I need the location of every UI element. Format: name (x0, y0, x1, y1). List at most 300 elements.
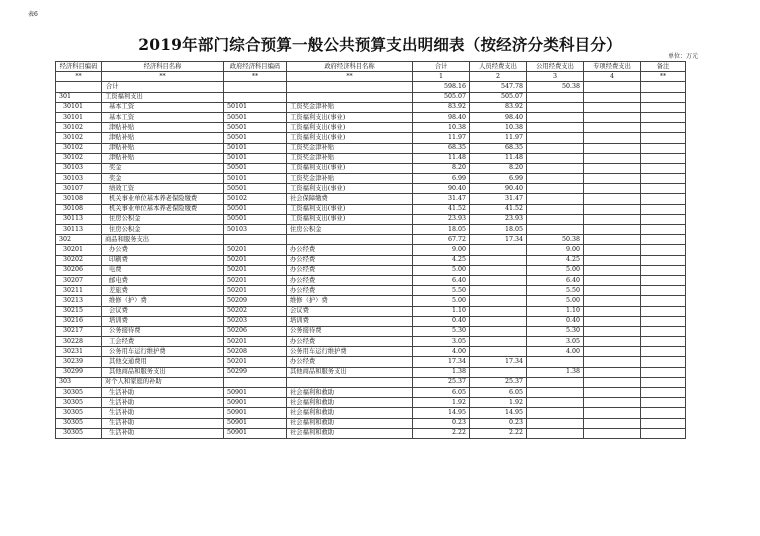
special-cell (584, 153, 641, 163)
table-row (56, 214, 686, 224)
name-cell: 津贴补贴 (102, 153, 224, 163)
total-remark (641, 82, 686, 92)
column-header: 政府经济科目名称 (287, 62, 413, 72)
table-row (56, 163, 686, 173)
column-header: 经济科目名称 (102, 62, 224, 72)
total-cell: 17.34 (413, 357, 470, 367)
total-cell: 11.48 (413, 153, 470, 163)
remark-cell (641, 306, 686, 316)
code-cell: 30305 (56, 428, 102, 438)
gov-code-cell: 50101 (224, 174, 287, 184)
gov-name-cell: 工资福利支出(事业) (287, 163, 413, 173)
special-cell (584, 255, 641, 265)
code-cell: 30239 (56, 357, 102, 367)
table-row (56, 388, 686, 398)
special-cell (584, 265, 641, 275)
gov-name-cell: 工资福利支出(事业) (287, 123, 413, 133)
column-header: 备注 (641, 62, 686, 72)
public-cell (527, 153, 584, 163)
special-cell (584, 418, 641, 428)
special-cell (584, 92, 641, 102)
code-cell: 30102 (56, 133, 102, 143)
code-cell: 30103 (56, 174, 102, 184)
code-cell: 30216 (56, 316, 102, 326)
name-cell: 培训费 (102, 316, 224, 326)
special-cell (584, 174, 641, 184)
personnel-cell: 90.40 (470, 184, 527, 194)
code-cell: 30202 (56, 255, 102, 265)
total-cell: 31.47 (413, 194, 470, 204)
gov-code-cell: 50501 (224, 214, 287, 224)
gov-code-cell: 50101 (224, 153, 287, 163)
index-cell: ** (56, 72, 102, 82)
public-cell (527, 194, 584, 204)
remark-cell (641, 388, 686, 398)
gov-code-cell: 50501 (224, 133, 287, 143)
total-public: 50.38 (527, 82, 584, 92)
gov-code-cell: 50201 (224, 357, 287, 367)
remark-cell (641, 286, 686, 296)
table-row (56, 306, 686, 316)
name-cell: 住房公积金 (102, 214, 224, 224)
code-cell: 30206 (56, 265, 102, 275)
gov-name-cell (287, 377, 413, 387)
total-cell: 6.05 (413, 388, 470, 398)
table-row (56, 225, 686, 235)
personnel-cell (470, 296, 527, 306)
gov-code-cell: 50208 (224, 347, 287, 357)
personnel-cell: 23.93 (470, 214, 527, 224)
total-personnel: 547.78 (470, 82, 527, 92)
public-cell (527, 408, 584, 418)
gov-code-cell: 50101 (224, 102, 287, 112)
total-cell: 5.50 (413, 286, 470, 296)
remark-cell (641, 326, 686, 336)
table-row (56, 174, 686, 184)
remark-cell (641, 214, 686, 224)
total-cell: 2.22 (413, 428, 470, 438)
code-cell: 302 (56, 235, 102, 245)
public-cell (527, 418, 584, 428)
special-cell (584, 235, 641, 245)
code-cell: 30107 (56, 184, 102, 194)
personnel-cell: 17.34 (470, 357, 527, 367)
total-cell: 11.97 (413, 133, 470, 143)
code-cell: 30101 (56, 102, 102, 112)
index-cell: ** (287, 72, 413, 82)
total-cell: 1.10 (413, 306, 470, 316)
gov-code-cell (224, 377, 287, 387)
table-row (56, 377, 686, 387)
remark-cell (641, 316, 686, 326)
name-cell: 对个人和家庭的补助 (102, 377, 224, 387)
name-cell: 基本工资 (102, 102, 224, 112)
table-row (56, 296, 686, 306)
remark-cell (641, 428, 686, 438)
personnel-cell: 6.99 (470, 174, 527, 184)
column-header: 合计 (413, 62, 470, 72)
personnel-cell (470, 286, 527, 296)
table-row (56, 255, 686, 265)
table-row (56, 245, 686, 255)
table-row (56, 428, 686, 438)
name-cell: 津贴补贴 (102, 143, 224, 153)
personnel-cell: 83.92 (470, 102, 527, 112)
code-cell: 30113 (56, 214, 102, 224)
code-cell: 30113 (56, 225, 102, 235)
gov-code-cell (224, 92, 287, 102)
gov-name-cell: 社会福利和救助 (287, 408, 413, 418)
gov-code-cell: 50209 (224, 296, 287, 306)
public-cell (527, 204, 584, 214)
gov-name-cell: 工资奖金津补贴 (287, 153, 413, 163)
table-row (56, 235, 686, 245)
index-cell: ** (224, 72, 287, 82)
total-cell: 6.40 (413, 275, 470, 285)
unit-label: 单位：万元 (667, 53, 698, 60)
gov-name-cell: 社会保障缴费 (287, 194, 413, 204)
special-cell (584, 306, 641, 316)
gov-code-cell: 50203 (224, 316, 287, 326)
public-cell (527, 184, 584, 194)
public-cell (527, 398, 584, 408)
code-cell: 30103 (56, 163, 102, 173)
column-header: 政府经济科目编码 (224, 62, 287, 72)
code-cell: 30101 (56, 112, 102, 122)
total-cell: 68.35 (413, 143, 470, 153)
gov-code-cell: 50901 (224, 388, 287, 398)
code-cell: 30108 (56, 194, 102, 204)
public-cell: 4.00 (527, 347, 584, 357)
gov-name-cell: 工资福利支出(事业) (287, 214, 413, 224)
special-cell (584, 112, 641, 122)
personnel-cell (470, 306, 527, 316)
name-cell: 电费 (102, 265, 224, 275)
name-cell: 奖金 (102, 174, 224, 184)
name-cell: 绩效工资 (102, 184, 224, 194)
public-cell (527, 92, 584, 102)
gov-name-cell: 办公经费 (287, 357, 413, 367)
code-cell: 30102 (56, 153, 102, 163)
special-cell (584, 194, 641, 204)
public-cell (527, 377, 584, 387)
gov-code-cell: 50103 (224, 225, 287, 235)
special-cell (584, 245, 641, 255)
table-row (56, 143, 686, 153)
special-cell (584, 377, 641, 387)
gov-code-cell: 50501 (224, 163, 287, 173)
gov-name-cell: 工资奖金津补贴 (287, 174, 413, 184)
total-cell: 83.92 (413, 102, 470, 112)
gov-code-cell (224, 235, 287, 245)
table-row (56, 204, 686, 214)
total-code-cell (56, 82, 102, 92)
name-cell: 差旅费 (102, 286, 224, 296)
gov-name-cell (287, 235, 413, 245)
remark-cell (641, 418, 686, 428)
special-cell (584, 143, 641, 153)
column-header: 人员经费支出 (470, 62, 527, 72)
personnel-cell: 11.97 (470, 133, 527, 143)
personnel-cell: 68.35 (470, 143, 527, 153)
table-row (56, 133, 686, 143)
gov-name-cell: 工资福利支出(事业) (287, 112, 413, 122)
gov-name-cell: 公务用车运行维护费 (287, 347, 413, 357)
name-cell: 生活补助 (102, 398, 224, 408)
special-cell (584, 184, 641, 194)
personnel-cell (470, 337, 527, 347)
column-header: 专项经费支出 (584, 62, 641, 72)
special-cell (584, 225, 641, 235)
remark-cell (641, 133, 686, 143)
remark-cell (641, 398, 686, 408)
total-gcode-cell (224, 82, 287, 92)
public-cell: 0.40 (527, 316, 584, 326)
personnel-cell (470, 367, 527, 377)
total-cell: 0.40 (413, 316, 470, 326)
total-cell: 25.37 (413, 377, 470, 387)
name-cell: 工资福利支出 (102, 92, 224, 102)
special-cell (584, 123, 641, 133)
code-cell: 30102 (56, 143, 102, 153)
remark-cell (641, 204, 686, 214)
name-cell: 办公费 (102, 245, 224, 255)
total-cell: 5.00 (413, 296, 470, 306)
gov-name-cell: 社会福利和救助 (287, 398, 413, 408)
public-cell: 5.50 (527, 286, 584, 296)
remark-cell (641, 265, 686, 275)
column-header: 经济科目编码 (56, 62, 102, 72)
public-cell (527, 214, 584, 224)
special-cell (584, 326, 641, 336)
public-cell (527, 388, 584, 398)
public-cell: 1.38 (527, 367, 584, 377)
special-cell (584, 214, 641, 224)
code-cell: 30231 (56, 347, 102, 357)
total-cell: 90.40 (413, 184, 470, 194)
page-title: 2019年部门综合预算一般公共预算支出明细表（按经济分类科目分） (138, 35, 622, 54)
total-cell: 4.00 (413, 347, 470, 357)
remark-cell (641, 296, 686, 306)
public-cell: 5.30 (527, 326, 584, 336)
total-cell: 18.05 (413, 225, 470, 235)
personnel-cell (470, 347, 527, 357)
code-cell: 30207 (56, 275, 102, 285)
gov-code-cell: 50201 (224, 245, 287, 255)
code-cell: 30305 (56, 408, 102, 418)
gov-name-cell: 维修（护）费 (287, 296, 413, 306)
public-cell: 6.40 (527, 275, 584, 285)
special-cell (584, 398, 641, 408)
table-row (56, 398, 686, 408)
table-row (56, 347, 686, 357)
gov-code-cell: 50299 (224, 367, 287, 377)
personnel-cell: 31.47 (470, 194, 527, 204)
total-special (584, 82, 641, 92)
personnel-cell (470, 275, 527, 285)
public-cell (527, 225, 584, 235)
name-cell: 奖金 (102, 163, 224, 173)
code-cell: 30201 (56, 245, 102, 255)
total-cell: 67.72 (413, 235, 470, 245)
name-cell: 邮电费 (102, 275, 224, 285)
gov-code-cell: 50901 (224, 418, 287, 428)
table-row (56, 367, 686, 377)
gov-code-cell: 50901 (224, 408, 287, 418)
table-row (56, 286, 686, 296)
special-cell (584, 367, 641, 377)
gov-name-cell: 公务接待费 (287, 326, 413, 336)
gov-code-cell: 50501 (224, 204, 287, 214)
name-cell: 维修（护）费 (102, 296, 224, 306)
public-cell (527, 357, 584, 367)
total-cell: 3.05 (413, 337, 470, 347)
total-cell: 6.99 (413, 174, 470, 184)
remark-cell (641, 275, 686, 285)
name-cell: 公务用车运行维护费 (102, 347, 224, 357)
gov-name-cell: 培训费 (287, 316, 413, 326)
gov-code-cell: 50101 (224, 143, 287, 153)
code-cell: 30228 (56, 337, 102, 347)
total-cell: 5.00 (413, 265, 470, 275)
index-cell: ** (102, 72, 224, 82)
name-cell: 公务接待费 (102, 326, 224, 336)
personnel-cell (470, 255, 527, 265)
name-cell: 会议费 (102, 306, 224, 316)
code-cell: 30299 (56, 367, 102, 377)
special-cell (584, 357, 641, 367)
table-row (56, 316, 686, 326)
code-cell: 30305 (56, 388, 102, 398)
personnel-cell: 98.40 (470, 112, 527, 122)
special-cell (584, 275, 641, 285)
table-row (56, 153, 686, 163)
gov-code-cell: 50202 (224, 306, 287, 316)
name-cell: 生活补助 (102, 388, 224, 398)
special-cell (584, 428, 641, 438)
gov-name-cell: 社会福利和救助 (287, 388, 413, 398)
table-row (56, 123, 686, 133)
table-row (56, 418, 686, 428)
remark-cell (641, 255, 686, 265)
gov-name-cell: 办公经费 (287, 265, 413, 275)
table-row (56, 408, 686, 418)
special-cell (584, 286, 641, 296)
public-cell (527, 112, 584, 122)
remark-cell (641, 347, 686, 357)
name-cell: 机关事业单位基本养老保险缴费 (102, 194, 224, 204)
remark-cell (641, 153, 686, 163)
personnel-cell: 14.95 (470, 408, 527, 418)
gov-code-cell: 50201 (224, 275, 287, 285)
remark-cell (641, 235, 686, 245)
name-cell: 工会经费 (102, 337, 224, 347)
total-cell: 9.00 (413, 245, 470, 255)
remark-cell (641, 225, 686, 235)
gov-code-cell: 50201 (224, 255, 287, 265)
remark-cell (641, 408, 686, 418)
code-cell: 301 (56, 92, 102, 102)
remark-cell (641, 184, 686, 194)
personnel-cell: 11.48 (470, 153, 527, 163)
name-cell: 基本工资 (102, 112, 224, 122)
table-row (56, 194, 686, 204)
gov-name-cell: 社会福利和救助 (287, 418, 413, 428)
gov-code-cell: 50102 (224, 194, 287, 204)
special-cell (584, 388, 641, 398)
public-cell (527, 123, 584, 133)
gov-name-cell: 工资福利支出(事业) (287, 133, 413, 143)
remark-cell (641, 245, 686, 255)
public-cell (527, 143, 584, 153)
gov-name-cell: 办公经费 (287, 337, 413, 347)
total-cell: 1.92 (413, 398, 470, 408)
index-cell: ** (641, 72, 686, 82)
remark-cell (641, 123, 686, 133)
special-cell (584, 163, 641, 173)
table-row (56, 102, 686, 112)
special-cell (584, 102, 641, 112)
name-cell: 其他交通费用 (102, 357, 224, 367)
code-cell: 30305 (56, 398, 102, 408)
total-cell: 41.52 (413, 204, 470, 214)
special-cell (584, 408, 641, 418)
personnel-cell: 25.37 (470, 377, 527, 387)
gov-code-cell: 50901 (224, 398, 287, 408)
total-sum: 598.16 (413, 82, 470, 92)
code-cell: 30213 (56, 296, 102, 306)
table-row (56, 265, 686, 275)
gov-code-cell: 50501 (224, 112, 287, 122)
table-row (56, 275, 686, 285)
gov-name-cell: 工资福利支出(事业) (287, 184, 413, 194)
name-cell: 住房公积金 (102, 225, 224, 235)
total-gname-cell (287, 82, 413, 92)
total-cell: 4.25 (413, 255, 470, 265)
table-row (56, 112, 686, 122)
index-cell: 1 (413, 72, 470, 82)
expenditure-table (55, 61, 686, 439)
total-cell: 10.38 (413, 123, 470, 133)
personnel-cell: 0.23 (470, 418, 527, 428)
remark-cell (641, 92, 686, 102)
public-cell: 1.10 (527, 306, 584, 316)
name-cell: 其他商品和服务支出 (102, 367, 224, 377)
personnel-cell: 18.05 (470, 225, 527, 235)
name-cell: 生活补助 (102, 428, 224, 438)
personnel-cell: 6.05 (470, 388, 527, 398)
personnel-cell: 8.20 (470, 163, 527, 173)
name-cell: 生活补助 (102, 418, 224, 428)
remark-cell (641, 194, 686, 204)
table-row (56, 92, 686, 102)
gov-name-cell: 社会福利和救助 (287, 428, 413, 438)
remark-cell (641, 357, 686, 367)
total-label: 合计 (102, 82, 224, 92)
name-cell: 印刷费 (102, 255, 224, 265)
header-row (56, 62, 686, 72)
gov-code-cell: 50201 (224, 286, 287, 296)
table-row (56, 326, 686, 336)
personnel-cell (470, 316, 527, 326)
personnel-cell (470, 265, 527, 275)
total-cell: 5.30 (413, 326, 470, 336)
name-cell: 机关事业单位基本养老保险缴费 (102, 204, 224, 214)
personnel-cell: 2.22 (470, 428, 527, 438)
table-row (56, 184, 686, 194)
personnel-cell: 17.34 (470, 235, 527, 245)
public-cell: 3.05 (527, 337, 584, 347)
